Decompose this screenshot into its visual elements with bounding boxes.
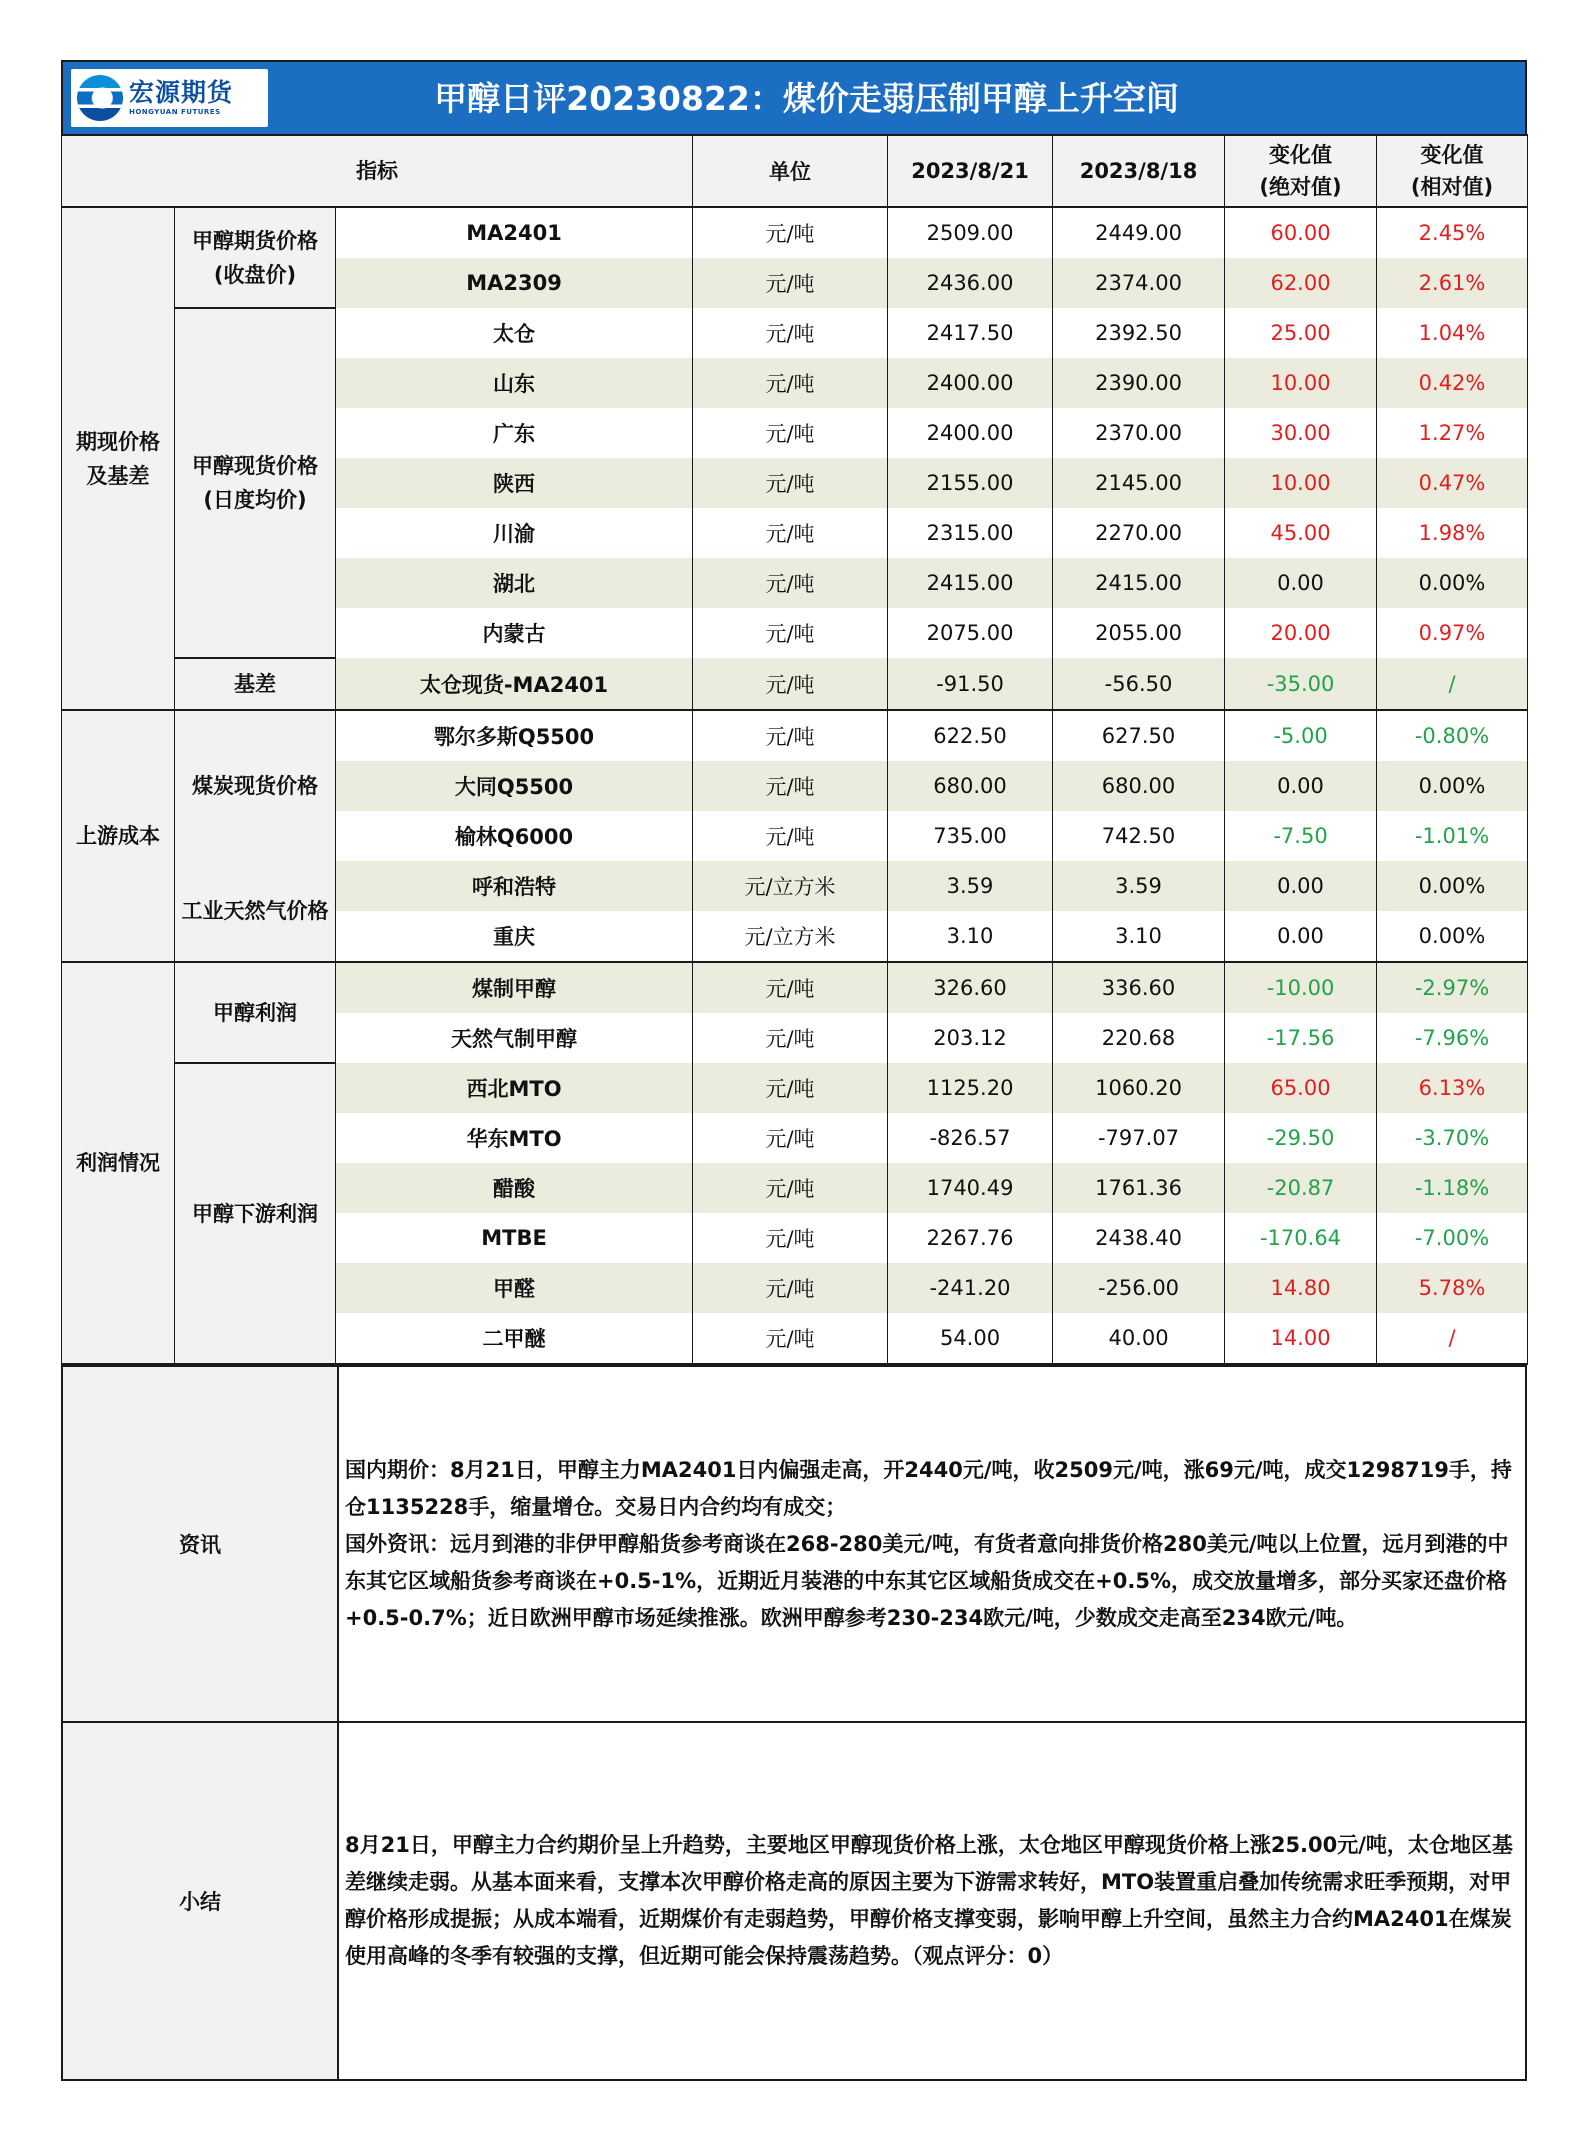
row-name: MTBE (336, 1213, 693, 1263)
row-unit: 元/吨 (693, 408, 888, 458)
row-rel-change: 0.47% (1377, 458, 1528, 508)
row-rel-change: / (1377, 1313, 1528, 1364)
row-value-date2: 2415.00 (1053, 558, 1225, 608)
row-name: 山东 (336, 358, 693, 408)
row-abs-change: -10.00 (1225, 962, 1377, 1013)
row-abs-change: 0.00 (1225, 558, 1377, 608)
news-section (61, 1365, 1527, 1723)
row-value-date1: -91.50 (888, 658, 1053, 710)
row-rel-change: 0.00% (1377, 558, 1528, 608)
row-abs-change: 20.00 (1225, 608, 1377, 658)
row-abs-change: -7.50 (1225, 811, 1377, 861)
row-value-date2: 40.00 (1053, 1313, 1225, 1364)
row-abs-change: -20.87 (1225, 1163, 1377, 1213)
row-abs-change: 10.00 (1225, 458, 1377, 508)
row-value-date2: -797.07 (1053, 1113, 1225, 1163)
row-abs-change: 30.00 (1225, 408, 1377, 458)
row-unit: 元/吨 (693, 1263, 888, 1313)
row-name: 重庆 (336, 911, 693, 962)
row-value-date1: -241.20 (888, 1263, 1053, 1313)
row-unit: 元/吨 (693, 308, 888, 358)
row-value-date1: 2415.00 (888, 558, 1053, 608)
row-name: 太仓 (336, 308, 693, 358)
indicator-table (61, 134, 1528, 1365)
row-unit: 元/吨 (693, 811, 888, 861)
row-rel-change: 1.98% (1377, 508, 1528, 558)
row-name: 大同Q5500 (336, 761, 693, 811)
row-rel-change: 0.97% (1377, 608, 1528, 658)
row-abs-change: 45.00 (1225, 508, 1377, 558)
row-unit: 元/吨 (693, 1013, 888, 1063)
row-rel-change: 0.00% (1377, 911, 1528, 962)
row-value-date2: 3.59 (1053, 861, 1225, 911)
col-header-date2: 2023/8/18 (1053, 135, 1225, 207)
row-value-date1: -826.57 (888, 1113, 1053, 1163)
row-value-date2: 2145.00 (1053, 458, 1225, 508)
row-unit: 元/吨 (693, 658, 888, 710)
category-profit: 利润情况 (62, 962, 175, 1364)
row-name: 内蒙古 (336, 608, 693, 658)
row-value-date1: 2417.50 (888, 308, 1053, 358)
row-value-date1: 2315.00 (888, 508, 1053, 558)
subcategory-spot_price: 甲醇现货价格 (日度均价) (175, 308, 336, 658)
row-abs-change: 14.00 (1225, 1313, 1377, 1364)
row-name: 川渝 (336, 508, 693, 558)
subcategory-gas_price: 工业天然气价格 (175, 861, 336, 962)
row-value-date1: 203.12 (888, 1013, 1053, 1063)
row-abs-change: 60.00 (1225, 207, 1377, 258)
row-value-date1: 3.10 (888, 911, 1053, 962)
row-name: 鄂尔多斯Q5500 (336, 710, 693, 761)
subcategory-basis: 基差 (175, 658, 336, 710)
subcategory-methanol_profit: 甲醇利润 (175, 962, 336, 1063)
row-abs-change: -29.50 (1225, 1113, 1377, 1163)
row-unit: 元/立方米 (693, 911, 888, 962)
news-label: 资讯 (63, 1367, 339, 1721)
row-rel-change: 6.13% (1377, 1063, 1528, 1113)
subcategory-futures_price: 甲醇期货价格 (收盘价) (175, 207, 336, 308)
row-abs-change: 0.00 (1225, 861, 1377, 911)
row-value-date1: 326.60 (888, 962, 1053, 1013)
row-abs-change: 0.00 (1225, 911, 1377, 962)
row-rel-change: / (1377, 658, 1528, 710)
row-abs-change: -35.00 (1225, 658, 1377, 710)
row-unit: 元/吨 (693, 1213, 888, 1263)
row-rel-change: 0.42% (1377, 358, 1528, 408)
row-value-date2: -56.50 (1053, 658, 1225, 710)
title-banner (61, 60, 1527, 134)
summary-text: 8月21日，甲醇主力合约期价呈上升趋势，主要地区甲醇现货价格上涨，太仓地区甲醇现货价格上涨25.00元/吨，太仓地区基差继续走弱。从基本面来看，支撑本次甲醇价格走高的原因主要为下游需求转好，MTO装置重启叠加传统需求旺季预期，对甲醇价格形成提振；从成本端看，近期煤价有走弱趋势，甲醇价格支撑变弱，影响甲醇上升空间，虽然主力合约MA2401在煤炭使用高峰的冬季有较强的支撑，但近期可能会保持震荡趋势。（观点评分：0） (345, 1833, 1513, 1968)
row-value-date2: 2370.00 (1053, 408, 1225, 458)
row-rel-change: -0.80% (1377, 710, 1528, 761)
row-value-date1: 2155.00 (888, 458, 1053, 508)
summary-section (61, 1723, 1527, 2081)
row-rel-change: 2.61% (1377, 258, 1528, 308)
row-value-date1: 2436.00 (888, 258, 1053, 308)
news-text: 国内期价：8月21日，甲醇主力MA2401日内偏强走高，开2440元/吨，收2509元/吨，涨69元/吨，成交1298719手，持仓1135228手，缩量增仓。交易日内合约均有成交； 国外资讯：远月到港的非伊甲醇船货参考商谈在268-280美元/吨，有货者意向排货价格280美元/吨以上位置，远月到港的中东其它区域船货参考商谈在+0.5-1%，近期近月装港的中东其它区域船货成交在+0.5%，成交放量增多，部分买家还盘价格+0.5-0.7%；近日欧洲甲醇市场延续推涨。欧洲甲醇参考230-234欧元/吨，少数成交走高至234欧元/吨。 (345, 1457, 1512, 1630)
row-rel-change: 2.45% (1377, 207, 1528, 258)
row-value-date2: 336.60 (1053, 962, 1225, 1013)
row-value-date2: 742.50 (1053, 811, 1225, 861)
row-abs-change: 14.80 (1225, 1263, 1377, 1313)
row-unit: 元/吨 (693, 1113, 888, 1163)
row-value-date1: 1740.49 (888, 1163, 1053, 1213)
row-unit: 元/吨 (693, 608, 888, 658)
row-rel-change: -7.00% (1377, 1213, 1528, 1263)
category-spot_futures: 期现价格 及基差 (62, 207, 175, 710)
row-unit: 元/吨 (693, 458, 888, 508)
row-abs-change: -5.00 (1225, 710, 1377, 761)
table-row (62, 658, 1528, 710)
row-abs-change: 62.00 (1225, 258, 1377, 308)
row-name: 西北MTO (336, 1063, 693, 1113)
row-value-date1: 2400.00 (888, 358, 1053, 408)
row-rel-change: -1.18% (1377, 1163, 1528, 1213)
row-abs-change: -170.64 (1225, 1213, 1377, 1263)
row-unit: 元/吨 (693, 258, 888, 308)
company-logo (71, 69, 268, 127)
row-value-date1: 622.50 (888, 710, 1053, 761)
table-header-row (62, 135, 1528, 207)
row-value-date2: 2374.00 (1053, 258, 1225, 308)
row-unit: 元/吨 (693, 558, 888, 608)
logo-name-en: HONGYUAN FUTURES (129, 108, 221, 116)
row-value-date1: 54.00 (888, 1313, 1053, 1364)
row-rel-change: -7.96% (1377, 1013, 1528, 1063)
row-value-date2: 2392.50 (1053, 308, 1225, 358)
row-value-date2: 2449.00 (1053, 207, 1225, 258)
row-unit: 元/立方米 (693, 861, 888, 911)
row-name: 陕西 (336, 458, 693, 508)
col-header-abs-change: 变化值 (绝对值) (1225, 135, 1377, 207)
row-value-date2: 2438.40 (1053, 1213, 1225, 1263)
row-name: 天然气制甲醇 (336, 1013, 693, 1063)
row-unit: 元/吨 (693, 1063, 888, 1113)
row-name: 华东MTO (336, 1113, 693, 1163)
row-value-date1: 1125.20 (888, 1063, 1053, 1113)
row-name: 榆林Q6000 (336, 811, 693, 861)
row-value-date2: 2270.00 (1053, 508, 1225, 558)
row-value-date1: 2075.00 (888, 608, 1053, 658)
col-header-rel-change: 变化值 (相对值) (1377, 135, 1528, 207)
table-row (62, 962, 1528, 1013)
row-value-date1: 3.59 (888, 861, 1053, 911)
row-value-date1: 2267.76 (888, 1213, 1053, 1263)
row-abs-change: 65.00 (1225, 1063, 1377, 1113)
row-name: 湖北 (336, 558, 693, 608)
table-row (62, 207, 1528, 258)
subcategory-coal_price: 煤炭现货价格 (175, 710, 336, 861)
row-rel-change: 5.78% (1377, 1263, 1528, 1313)
row-rel-change: -2.97% (1377, 962, 1528, 1013)
row-name: MA2309 (336, 258, 693, 308)
category-upstream: 上游成本 (62, 710, 175, 962)
row-value-date2: 680.00 (1053, 761, 1225, 811)
report-title: 甲醇日评20230822：煤价走弱压制甲醇上升空间 (434, 79, 1179, 118)
row-unit: 元/吨 (693, 508, 888, 558)
row-unit: 元/吨 (693, 710, 888, 761)
col-header-indicator: 指标 (62, 135, 693, 207)
logo-name-cn: 宏源期货 (129, 78, 234, 107)
row-value-date2: 1060.20 (1053, 1063, 1225, 1113)
row-name: 太仓现货-MA2401 (336, 658, 693, 710)
row-value-date2: 627.50 (1053, 710, 1225, 761)
row-rel-change: 0.00% (1377, 761, 1528, 811)
table-row (62, 308, 1528, 358)
row-name: 煤制甲醇 (336, 962, 693, 1013)
row-unit: 元/吨 (693, 358, 888, 408)
row-unit: 元/吨 (693, 1163, 888, 1213)
row-abs-change: 10.00 (1225, 358, 1377, 408)
row-value-date1: 2400.00 (888, 408, 1053, 458)
table-row (62, 710, 1528, 761)
row-value-date2: -256.00 (1053, 1263, 1225, 1313)
col-header-unit: 单位 (693, 135, 888, 207)
row-rel-change: -3.70% (1377, 1113, 1528, 1163)
summary-label: 小结 (63, 1723, 339, 2079)
row-name: 二甲醚 (336, 1313, 693, 1364)
row-rel-change: 0.00% (1377, 861, 1528, 911)
row-name: 醋酸 (336, 1163, 693, 1213)
row-value-date1: 680.00 (888, 761, 1053, 811)
row-value-date1: 2509.00 (888, 207, 1053, 258)
row-abs-change: 25.00 (1225, 308, 1377, 358)
subcategory-downstream_profit: 甲醇下游利润 (175, 1063, 336, 1364)
table-row (62, 861, 1528, 911)
row-value-date1: 735.00 (888, 811, 1053, 861)
row-value-date2: 220.68 (1053, 1013, 1225, 1063)
row-abs-change: -17.56 (1225, 1013, 1377, 1063)
row-name: 广东 (336, 408, 693, 458)
row-name: MA2401 (336, 207, 693, 258)
row-unit: 元/吨 (693, 207, 888, 258)
logo-mark-icon (77, 75, 123, 121)
row-abs-change: 0.00 (1225, 761, 1377, 811)
table-row (62, 1063, 1528, 1113)
col-header-date1: 2023/8/21 (888, 135, 1053, 207)
row-value-date2: 3.10 (1053, 911, 1225, 962)
row-value-date2: 2390.00 (1053, 358, 1225, 408)
row-name: 甲醛 (336, 1263, 693, 1313)
row-name: 呼和浩特 (336, 861, 693, 911)
row-rel-change: 1.27% (1377, 408, 1528, 458)
row-unit: 元/吨 (693, 1313, 888, 1364)
report-sheet (61, 60, 1527, 2081)
row-rel-change: -1.01% (1377, 811, 1528, 861)
row-unit: 元/吨 (693, 761, 888, 811)
row-value-date2: 1761.36 (1053, 1163, 1225, 1213)
row-value-date2: 2055.00 (1053, 608, 1225, 658)
row-unit: 元/吨 (693, 962, 888, 1013)
row-rel-change: 1.04% (1377, 308, 1528, 358)
